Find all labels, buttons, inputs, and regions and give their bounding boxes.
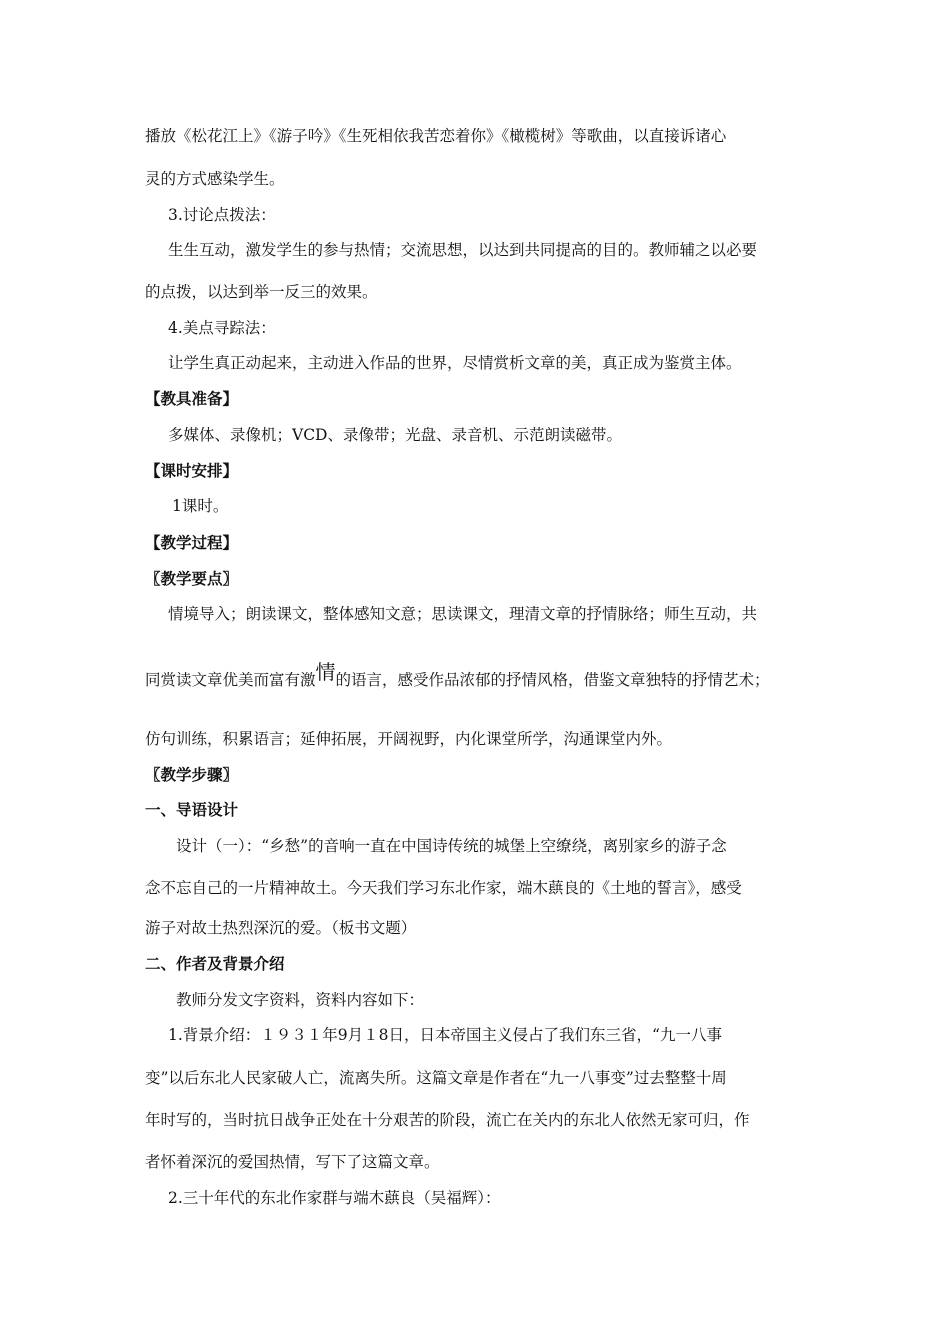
paragraph-line: 年时写的，当时抗日战争正处在十分艰苦的阶段，流亡在关内的东北人依然无家可归，作 — [145, 1111, 750, 1129]
method-heading: 3.讨论点拨法： — [168, 206, 276, 224]
paragraph-line: 者怀着深沉的爱国热情，写下了这篇文章。 — [145, 1153, 440, 1171]
paragraph-line: 1.背景介绍：１９３１年9月１8日，日本帝国主义侵占了我们东三省，“九一八事 — [168, 1026, 722, 1044]
paragraph-line: 的点拨，以达到举一反三的效果。 — [145, 283, 378, 301]
section-heading: 【教具准备】 — [145, 390, 239, 408]
paragraph-line: 仿句训练，积累语言；延伸拓展，开阔视野，内化课堂所学，沟通课堂内外。 — [145, 730, 673, 748]
section-heading: 一、导语设计 — [145, 801, 239, 819]
paragraph-line: 变”以后东北人民家破人亡，流离失所。这篇文章是作者在“九一八事变”过去整整十周 — [145, 1069, 727, 1087]
subsection-heading: 〖教学步骤〗 — [145, 766, 239, 784]
subsection-heading: 〖教学要点〗 — [145, 570, 239, 588]
paragraph-line: 设计（一）：“乡愁”的音响一直在中国诗传统的城堡上空缭绕，离别家乡的游子念 — [176, 837, 727, 855]
paragraph-line: 2.三十年代的东北作家群与端木蕻良（吴福辉）： — [168, 1189, 501, 1207]
paragraph-line: 让学生真正动起来，主动进入作品的世界，尽情赏析文章的美，真正成为鉴赏主体。 — [168, 354, 742, 372]
paragraph-line: 念不忘自己的一片精神故土。今天我们学习东北作家，端木蕻良的《土地的誓言》，感受 — [145, 879, 742, 897]
paragraph-line: 播放《松花江上》《游子吟》《生死相依我苦恋着你》《橄榄树》等歌曲，以直接诉诸心 — [145, 127, 727, 145]
line-text-after: 的语言，感受作品浓郁的抒情风格，借鉴文章独特的抒情艺术； — [335, 671, 770, 689]
enlarged-character: 情 — [315, 660, 336, 684]
section-heading: 二、作者及背景介绍 — [145, 955, 285, 973]
section-heading: 【课时安排】 — [145, 462, 239, 480]
paragraph-line: 灵的方式感染学生。 — [145, 170, 285, 188]
paragraph-line-with-emphasis — [145, 660, 770, 690]
paragraph-line: 多媒体、录像机；VCD、录像带；光盘、录音机、示范朗读磁带。 — [168, 426, 622, 444]
paragraph-line: 生生互动，激发学生的参与热情；交流思想，以达到共同提高的目的。教师辅之以必要 — [168, 241, 758, 259]
method-heading: 4.美点寻踪法： — [168, 319, 276, 337]
line-text-before: 同赏读文章优美而富有激 — [145, 671, 316, 689]
section-heading: 【教学过程】 — [145, 534, 239, 552]
paragraph-line: 教师分发文字资料，资料内容如下： — [176, 991, 425, 1009]
paragraph-line: 1课时。 — [172, 497, 229, 515]
paragraph-line: 游子对故土热烈深沉的爱。（板书文题） — [145, 919, 417, 937]
paragraph-line: 情境导入；朗读课文，整体感知文意；思读课文，理清文章的抒情脉络；师生互动，共 — [168, 605, 758, 623]
